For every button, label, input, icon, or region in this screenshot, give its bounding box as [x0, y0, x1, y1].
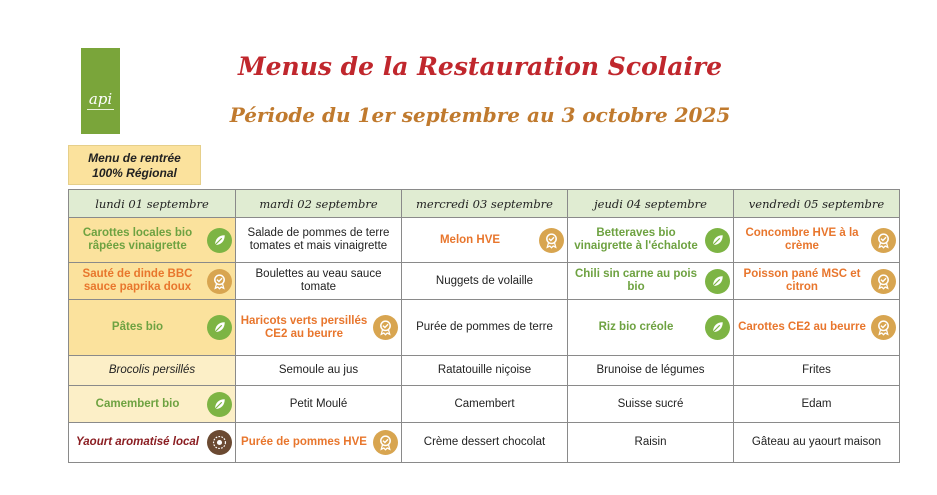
- menu-cell-friday: [734, 300, 900, 356]
- menu-cell-wednesday: [402, 300, 568, 356]
- medal-icon: [207, 269, 232, 294]
- dish-name: Poisson pané MSC et citron: [743, 268, 861, 293]
- menu-cell-tuesday: [236, 218, 402, 263]
- menu-cell-monday: [69, 300, 236, 356]
- rentree-badge: [68, 145, 201, 185]
- menu-cell-wednesday: [402, 218, 568, 263]
- dish-name: Purée de pommes de terre: [416, 321, 553, 333]
- dish-name: Semoule au jus: [278, 364, 359, 376]
- medal-icon: [373, 430, 398, 455]
- day-header-row: [69, 190, 900, 218]
- dish-name: Ratatouille niçoise: [437, 364, 532, 376]
- menu-row: [69, 218, 900, 263]
- dish-name: Brocolis persillés: [108, 364, 196, 376]
- dish-name: Nuggets de volaille: [435, 274, 534, 287]
- dish-name: Camembert bio: [95, 397, 180, 410]
- leaf-icon: [207, 228, 232, 253]
- dish-name: Carottes locales bio râpées vinaigrette: [82, 227, 193, 252]
- dish-name: Raisin: [634, 436, 667, 448]
- dish-name: Betteraves bio vinaigrette à l'échalote: [574, 227, 698, 252]
- dish-name: Suisse sucré: [617, 397, 684, 410]
- dish-name: Gâteau au yaourt maison: [751, 436, 882, 448]
- menu-cell-tuesday: [236, 423, 402, 463]
- menu-cell-monday: [69, 218, 236, 263]
- menu-cell-friday: [734, 263, 900, 300]
- menu-row: [69, 356, 900, 386]
- badge-line-2: 100% Régional: [92, 166, 177, 180]
- period-subtitle: Période du 1er septembre au 3 octobre 2025: [229, 103, 731, 127]
- dish-name: Crème dessert chocolat: [423, 436, 546, 448]
- leaf-icon: [207, 392, 232, 417]
- dish-name: Concombre HVE à la crème: [745, 227, 859, 252]
- medal-icon: [871, 269, 896, 294]
- local-produce-icon: [207, 430, 232, 455]
- dish-name: Sauté de dinde BBC sauce paprika doux: [82, 268, 193, 293]
- dish-name: Boulettes au veau sauce tomate: [255, 268, 382, 293]
- menu-cell-wednesday: [402, 423, 568, 463]
- menu-row: [69, 423, 900, 463]
- menu-body: [69, 218, 900, 463]
- dish-name: Purée de pommes HVE: [241, 436, 367, 448]
- menu-cell-monday: [69, 263, 236, 300]
- medal-icon: [539, 228, 564, 253]
- menu-cell-friday: [734, 423, 900, 463]
- dish-name: Yaourt aromatisé local: [76, 436, 199, 448]
- day-header-friday: vendredi 05 septembre: [734, 190, 900, 218]
- badge-line-1: Menu de rentrée: [88, 151, 181, 165]
- dish-name: Carottes CE2 au beurre: [738, 321, 866, 333]
- day-header-monday: lundi 01 septembre: [69, 190, 236, 218]
- menu-cell-thursday: [568, 386, 734, 423]
- menu-cell-tuesday: [236, 263, 402, 300]
- menu-cell-friday: [734, 386, 900, 423]
- menu-cell-thursday: [568, 300, 734, 356]
- logo-underline: [87, 109, 114, 110]
- menu-row: [69, 386, 900, 423]
- dish-name: Melon HVE: [439, 233, 501, 246]
- menu-cell-monday: [69, 386, 236, 423]
- dish-name: Riz bio créole: [598, 321, 674, 333]
- page-title: Menus de la Restauration Scolaire: [237, 52, 723, 81]
- menu-cell-monday: [69, 423, 236, 463]
- day-header-thursday: jeudi 04 septembre: [568, 190, 734, 218]
- api-logo: [81, 48, 120, 134]
- menu-cell-wednesday: [402, 386, 568, 423]
- medal-icon: [373, 315, 398, 340]
- menu-row: [69, 263, 900, 300]
- menu-table: [68, 189, 900, 463]
- dish-name: Frites: [802, 364, 831, 376]
- menu-cell-thursday: [568, 423, 734, 463]
- leaf-icon: [705, 269, 730, 294]
- medal-icon: [871, 228, 896, 253]
- menu-cell-wednesday: [402, 356, 568, 386]
- menu-cell-tuesday: [236, 386, 402, 423]
- leaf-icon: [705, 315, 730, 340]
- day-header-tuesday: mardi 02 septembre: [236, 190, 402, 218]
- menu-cell-monday: [69, 356, 236, 386]
- menu-cell-friday: [734, 356, 900, 386]
- logo-text: api: [88, 90, 113, 108]
- day-header-wednesday: mercredi 03 septembre: [402, 190, 568, 218]
- menu-cell-tuesday: [236, 356, 402, 386]
- menu-row: [69, 300, 900, 356]
- menu-cell-thursday: [568, 263, 734, 300]
- leaf-icon: [705, 228, 730, 253]
- dish-name: Petit Moulé: [289, 397, 348, 410]
- dish-name: Haricots verts persillés CE2 au beurre: [240, 314, 368, 340]
- dish-name: Brunoise de légumes: [596, 364, 705, 376]
- dish-name: Salade de pommes de terre tomates et mais vinaigrette: [247, 227, 390, 252]
- medal-icon: [871, 315, 896, 340]
- menu-cell-tuesday: [236, 300, 402, 356]
- menu-cell-wednesday: [402, 263, 568, 300]
- dish-name: Chili sin carne au pois bio: [574, 268, 698, 293]
- menu-cell-thursday: [568, 218, 734, 263]
- leaf-icon: [207, 315, 232, 340]
- menu-cell-friday: [734, 218, 900, 263]
- dish-name: Pâtes bio: [111, 321, 164, 333]
- dish-name: Camembert: [454, 397, 515, 410]
- menu-cell-thursday: [568, 356, 734, 386]
- dish-name: Edam: [801, 397, 832, 410]
